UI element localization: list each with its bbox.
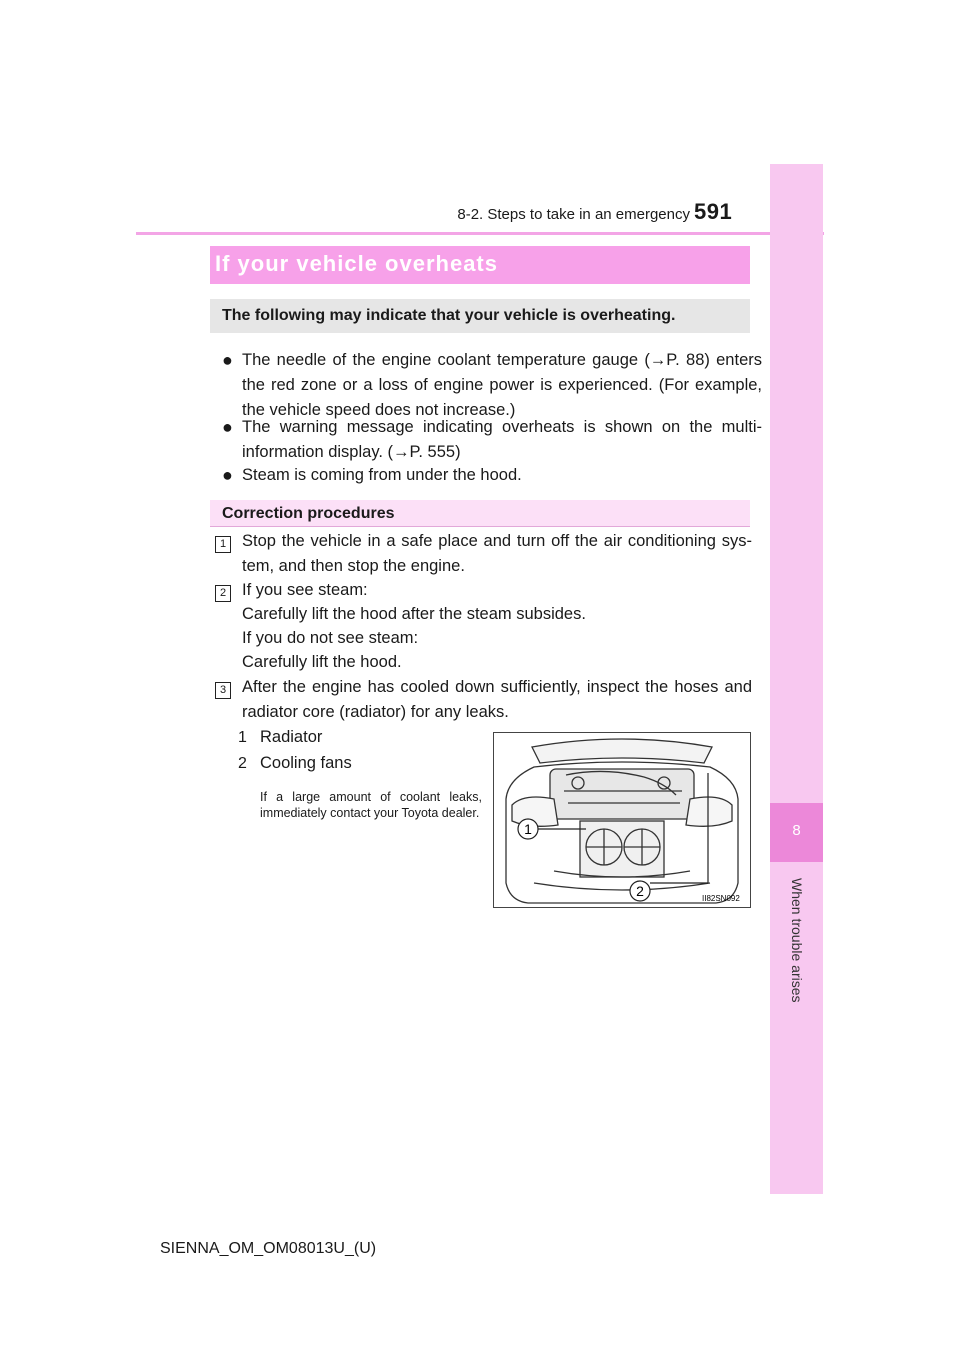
step-number-icon: 3 (215, 682, 231, 699)
bullet-text: The needle of the engine coolant temperature gauge (→P. 88) enters the red zone or a loss of engine power is experienced. (For example, the vehicle speed does not increase.) (242, 351, 762, 419)
callout-2: 2 (636, 883, 644, 899)
step-text: Stop the vehicle in a safe place and turn off the air conditioning sys-tem, and then stop the engine. (242, 532, 752, 575)
step-text: If you see steam: (242, 581, 368, 599)
list-item (222, 348, 762, 423)
bullet-text: The warning message indicating overheats is shown on the multi-information display. (→P. 555) (242, 418, 762, 461)
step-text: Carefully lift the hood. (242, 653, 402, 671)
header-rule (136, 232, 824, 235)
bullet-icon: ● (222, 350, 233, 370)
step-text: After the engine has cooled down sufficiently, inspect the hoses and radiator core (radiator) for any leaks. (242, 678, 752, 721)
chapter-tab (770, 164, 823, 1194)
step-text: If you do not see steam: (242, 629, 419, 647)
figure-code: II82SN092 (702, 894, 740, 903)
legend-number: 2 (238, 755, 247, 772)
indicators-heading: The following may indicate that your vehicle is overheating. (222, 307, 676, 324)
bullet-text: Steam is coming from under the hood. (242, 466, 522, 484)
document-code: SIENNA_OM_OM08013U_(U) (160, 1240, 377, 1257)
correction-heading: Correction procedures (222, 505, 395, 522)
coolant-note: If a large amount of coolant leaks, immediately contact your Toyota dealer. (260, 790, 482, 820)
page-number: 591 (694, 199, 733, 224)
callout-1: 1 (524, 821, 532, 837)
section-title: 8-2. Steps to take in an emergency (457, 206, 690, 223)
legend-label: Radiator (260, 728, 323, 746)
step-number-icon: 1 (215, 536, 231, 553)
engine-bay-illustration (493, 732, 751, 908)
bullet-icon: ● (222, 417, 233, 437)
bullet-icon: ● (222, 465, 233, 485)
page-title: If your vehicle overheats (215, 251, 498, 276)
legend-label: Cooling fans (260, 754, 352, 772)
list-item (222, 415, 762, 465)
chapter-number: 8 (792, 822, 801, 839)
step-number-icon: 2 (215, 585, 231, 602)
chapter-title: When trouble arises (789, 878, 805, 1003)
vehicle-front-drawing (494, 733, 750, 907)
list-item (222, 463, 762, 488)
legend-number: 1 (238, 729, 247, 746)
step-text: Carefully lift the hood after the steam subsides. (242, 605, 586, 623)
